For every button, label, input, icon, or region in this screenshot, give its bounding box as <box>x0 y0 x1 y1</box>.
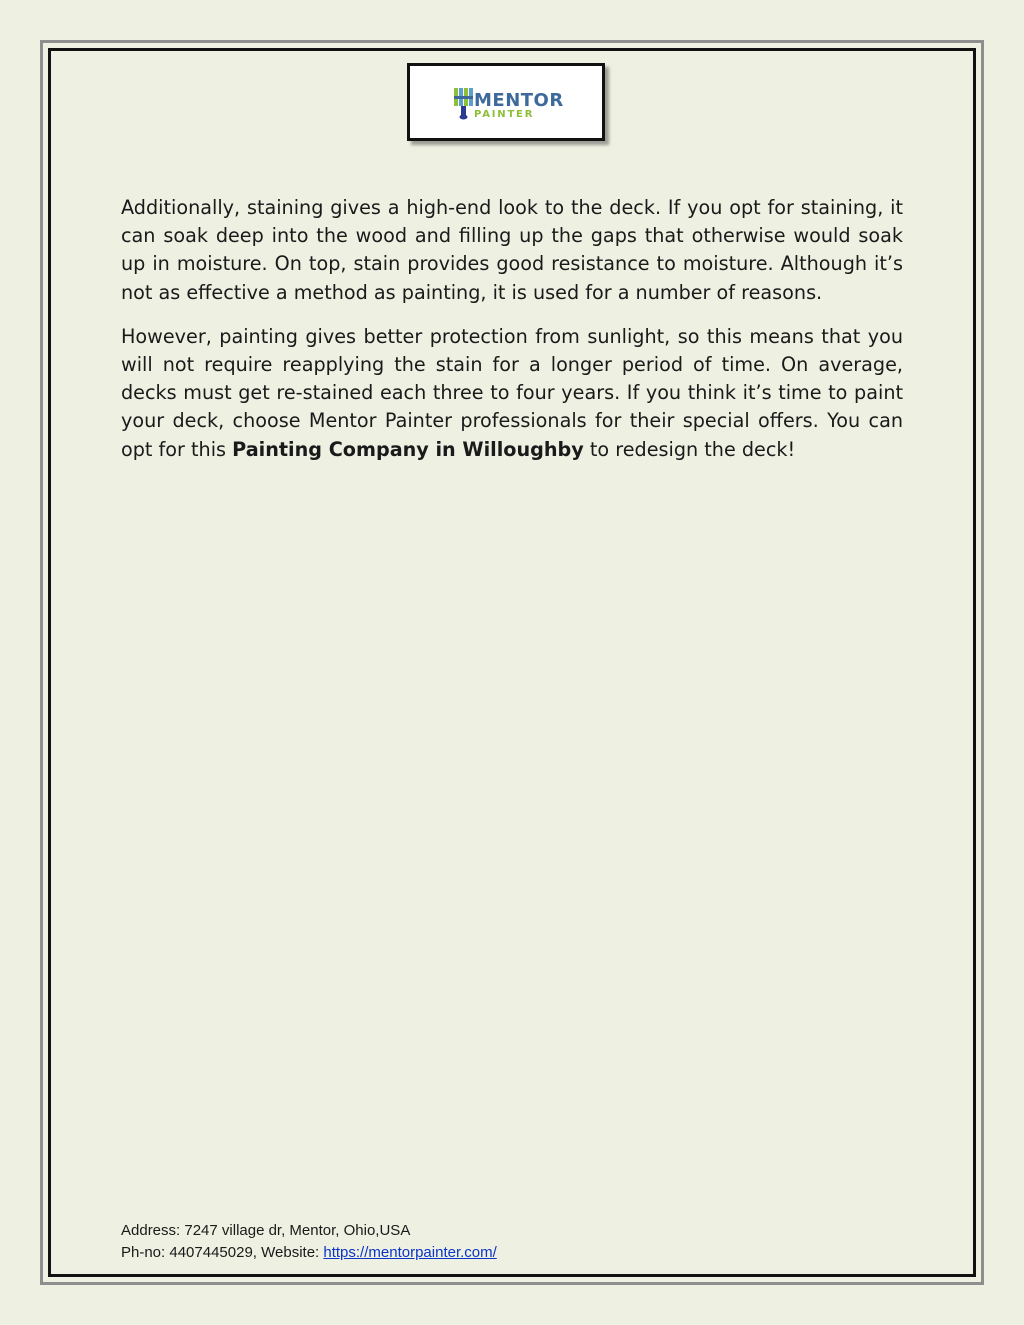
paragraph-2-text-start: However, painting gives better protection from sunlight, so this means that you will not require reapplying the stain for a longer period of time. On average, decks must get re-stained each three to four years. If you think it’s time to paint your deck, choose Mentor Painter professionals for their special offers. You can opt for this <box>121 324 903 461</box>
document-body <box>121 194 903 480</box>
mentor-painter-logo-icon <box>410 66 602 138</box>
brush-mark-icon <box>454 88 473 120</box>
paragraph-1: Additionally, staining gives a high-end look to the deck. If you opt for staining, it can soak deep into the wood and filling up the gaps that otherwise would soak up in moisture. On top, stain provides good resistance to moisture. Although it’s not as effective a method as painting, it is used for a number of reasons. <box>121 196 903 304</box>
logo-text-top: MENTOR <box>474 90 564 111</box>
footer-contact <box>121 1242 497 1264</box>
paragraph-2-text-end: to redesign the deck! <box>583 437 796 461</box>
footer-address: Address: 7247 village dr, Mentor, Ohio,USA <box>121 1222 411 1239</box>
footer <box>121 1220 497 1264</box>
footer-phone: Ph-no: 4407445029, Website: <box>121 1244 324 1261</box>
paragraph-2 <box>121 323 903 464</box>
paragraph-2-bold-phrase: Painting Company in Willoughby <box>232 437 584 461</box>
logo <box>407 63 605 141</box>
website-link[interactable]: https://mentorpainter.com/ <box>323 1244 497 1261</box>
logo-text-bottom: PAINTER <box>474 109 535 120</box>
